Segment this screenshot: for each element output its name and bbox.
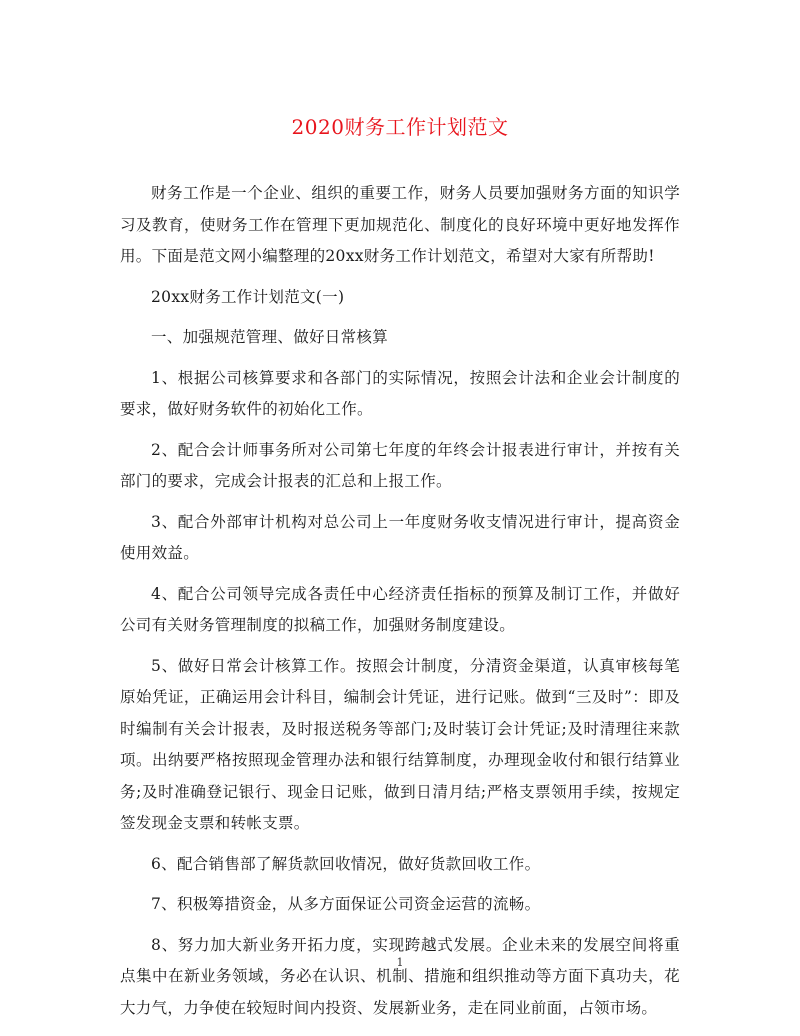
page-number: 1 xyxy=(396,956,404,969)
paragraph-item-1: 1、根据公司核算要求和各部门的实际情况，按照会计法和企业会计制度的要求，做好财务软件的初始化工作。 xyxy=(120,368,680,418)
paragraph-section-heading: 一、加强规范管理、做好日常核算 xyxy=(151,328,389,346)
paragraph-item-6: 6、配合销售部了解货款回收情况，做好货款回收工作。 xyxy=(151,854,541,873)
paragraph-item-4: 4、配合公司领导完成各责任中心经济责任指标的预算及制订工作，并做好公司有关财务管理制度的拟稿工作，加强财务制度建设。 xyxy=(120,584,680,634)
paragraph-intro: 财务工作是一个企业、组织的重要工作，财务人员要加强财务方面的知识学习及教育，使财务工作在管理下更加规范化、制度化的良好环境中更好地发挥作用。下面是范文网小编整理的20xx财务工作计划范文，希望对大家有所帮助! xyxy=(120,184,680,265)
paragraph-item-5: 5、做好日常会计核算工作。按照会计制度，分清资金渠道，认真审核每笔原始凭证，正确运用会计科目，编制会计凭证，进行记账。做到“三及时”：即及时编制有关会计报表，及时报送税务等部门;及时装订会计凭证;及时清理往来款项。出纳要严格按照现金管理办法和银行结算制度，办理现金收付和银行结算业务;及时准确登记银行、现金日记账，做到日清月结;严格支票领用手续，按规定签发现金支票和转帐支票。 xyxy=(120,656,680,832)
document-title: 2020财务工作计划范文 xyxy=(291,115,509,139)
paragraph-item-2: 2、配合会计师事务所对公司第七年度的年终会计报表进行审计，并按有关部门的要求，完成会计报表的汇总和上报工作。 xyxy=(120,440,680,490)
paragraph-subtitle: 20xx财务工作计划范文(一) xyxy=(151,287,345,306)
paragraph-item-8: 8、努力加大新业务开拓力度，实现跨越式发展。企业未来的发展空间将重点集中在新业务领域，务必在认识、机制、措施和组织推动等方面下真功夫，花大力气，力争使在较短时间内投资、发展新业务，走在同业前面，占领市场。 xyxy=(120,935,680,1017)
paragraph-item-3: 3、配合外部审计机构对总公司上一年度财务收支情况进行审计，提高资金使用效益。 xyxy=(120,512,680,562)
paragraph-item-7: 7、积极筹措资金，从多方面保证公司资金运营的流畅。 xyxy=(151,895,541,913)
document-body xyxy=(120,178,680,1033)
